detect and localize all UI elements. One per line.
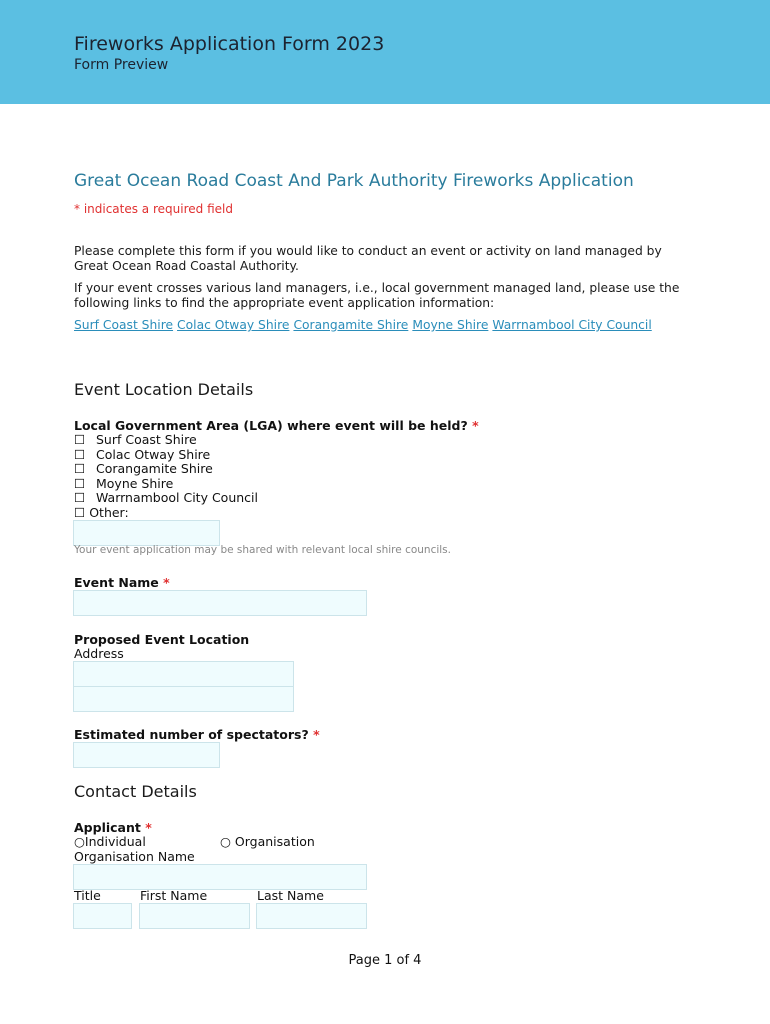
lga-options bbox=[74, 433, 258, 521]
checkbox-icon[interactable]: ☐ bbox=[74, 446, 86, 462]
event-name-label bbox=[74, 575, 170, 590]
link-corangamite-shire[interactable]: Corangamite Shire bbox=[293, 318, 409, 332]
org-name-label: Organisation Name bbox=[74, 849, 195, 864]
spectators-input[interactable] bbox=[73, 742, 220, 768]
lga-option-colac-otway[interactable] bbox=[74, 448, 258, 463]
page-title: Fireworks Application Form 2023 bbox=[74, 33, 385, 55]
required-star: * bbox=[472, 418, 479, 433]
radio-icon[interactable]: ○ bbox=[74, 834, 85, 849]
radio-organisation-label: Organisation bbox=[234, 834, 315, 849]
lga-option-warrnambool[interactable] bbox=[74, 491, 258, 506]
lga-hint-text: Your event application may be shared with relevant local shire councils. bbox=[74, 544, 451, 556]
first-name-label: First Name bbox=[140, 888, 208, 903]
radio-individual[interactable] bbox=[74, 834, 146, 849]
last-name-label: Last Name bbox=[257, 888, 324, 903]
spectators-label-text: Estimated number of spectators? bbox=[74, 727, 309, 742]
option-label: Corangamite Shire bbox=[95, 461, 213, 477]
option-label: Other: bbox=[89, 504, 129, 520]
option-label: Moyne Shire bbox=[95, 475, 174, 491]
org-name-input[interactable] bbox=[73, 864, 367, 890]
lga-option-surf-coast[interactable] bbox=[74, 433, 258, 448]
required-star: * bbox=[145, 820, 152, 835]
shire-links bbox=[74, 318, 674, 333]
link-surf-coast-shire[interactable]: Surf Coast Shire bbox=[74, 318, 174, 332]
applicant-label bbox=[74, 820, 152, 835]
checkbox-icon[interactable]: ☐ bbox=[74, 461, 86, 477]
page-subtitle: Form Preview bbox=[74, 57, 169, 73]
lga-option-other[interactable] bbox=[74, 506, 258, 521]
required-star: * bbox=[163, 575, 170, 590]
last-name-input[interactable] bbox=[256, 903, 367, 929]
title-label: Title bbox=[74, 888, 101, 903]
applicant-label-text: Applicant bbox=[74, 820, 141, 835]
link-moyne-shire[interactable]: Moyne Shire bbox=[412, 318, 489, 332]
address-line-1-input[interactable] bbox=[73, 661, 294, 687]
lga-question-label bbox=[74, 418, 479, 433]
first-name-input[interactable] bbox=[139, 903, 250, 929]
title-input[interactable] bbox=[73, 903, 132, 929]
address-line-2-input[interactable] bbox=[73, 686, 294, 712]
required-star: * bbox=[313, 727, 320, 742]
radio-individual-label: Individual bbox=[84, 834, 146, 849]
event-name-label-text: Event Name bbox=[74, 575, 159, 590]
section-heading-event-location: Event Location Details bbox=[74, 380, 254, 399]
checkbox-icon[interactable]: ☐ bbox=[74, 504, 86, 520]
option-label: Surf Coast Shire bbox=[95, 432, 197, 447]
option-label: Warrnambool City Council bbox=[95, 490, 258, 506]
page-header bbox=[0, 0, 770, 104]
option-label: Colac Otway Shire bbox=[95, 446, 211, 462]
lga-question-text: Local Government Area (LGA) where event will be held? bbox=[74, 418, 468, 433]
intro-paragraph-2: If your event crosses various land managers, i.e., local government managed land, please use the following links to find the appropriate event application information: bbox=[74, 281, 680, 310]
section-heading-contact: Contact Details bbox=[74, 782, 197, 801]
radio-organisation[interactable] bbox=[220, 834, 315, 849]
radio-icon[interactable]: ○ bbox=[220, 834, 231, 849]
address-label: Address bbox=[74, 646, 124, 661]
event-name-input[interactable] bbox=[73, 590, 367, 616]
required-field-note: * indicates a required field bbox=[74, 202, 233, 216]
spectators-label bbox=[74, 727, 320, 742]
checkbox-icon[interactable]: ☐ bbox=[74, 475, 86, 491]
intro-paragraph-1: Please complete this form if you would like to conduct an event or activity on land managed by Great Ocean Road Coastal Authority. bbox=[74, 244, 662, 273]
lga-option-moyne[interactable] bbox=[74, 477, 258, 492]
event-location-label: Proposed Event Location bbox=[74, 632, 250, 647]
lga-option-corangamite[interactable] bbox=[74, 462, 258, 477]
lga-other-input[interactable] bbox=[73, 520, 220, 546]
link-colac-otway-shire[interactable]: Colac Otway Shire bbox=[177, 318, 290, 332]
checkbox-icon[interactable]: ☐ bbox=[74, 432, 86, 447]
page-number: Page 1 of 4 bbox=[348, 953, 422, 968]
link-warrnambool-city-council[interactable]: Warrnambool City Council bbox=[492, 318, 652, 332]
form-title: Great Ocean Road Coast And Park Authority Fireworks Application bbox=[74, 171, 634, 191]
checkbox-icon[interactable]: ☐ bbox=[74, 490, 86, 506]
